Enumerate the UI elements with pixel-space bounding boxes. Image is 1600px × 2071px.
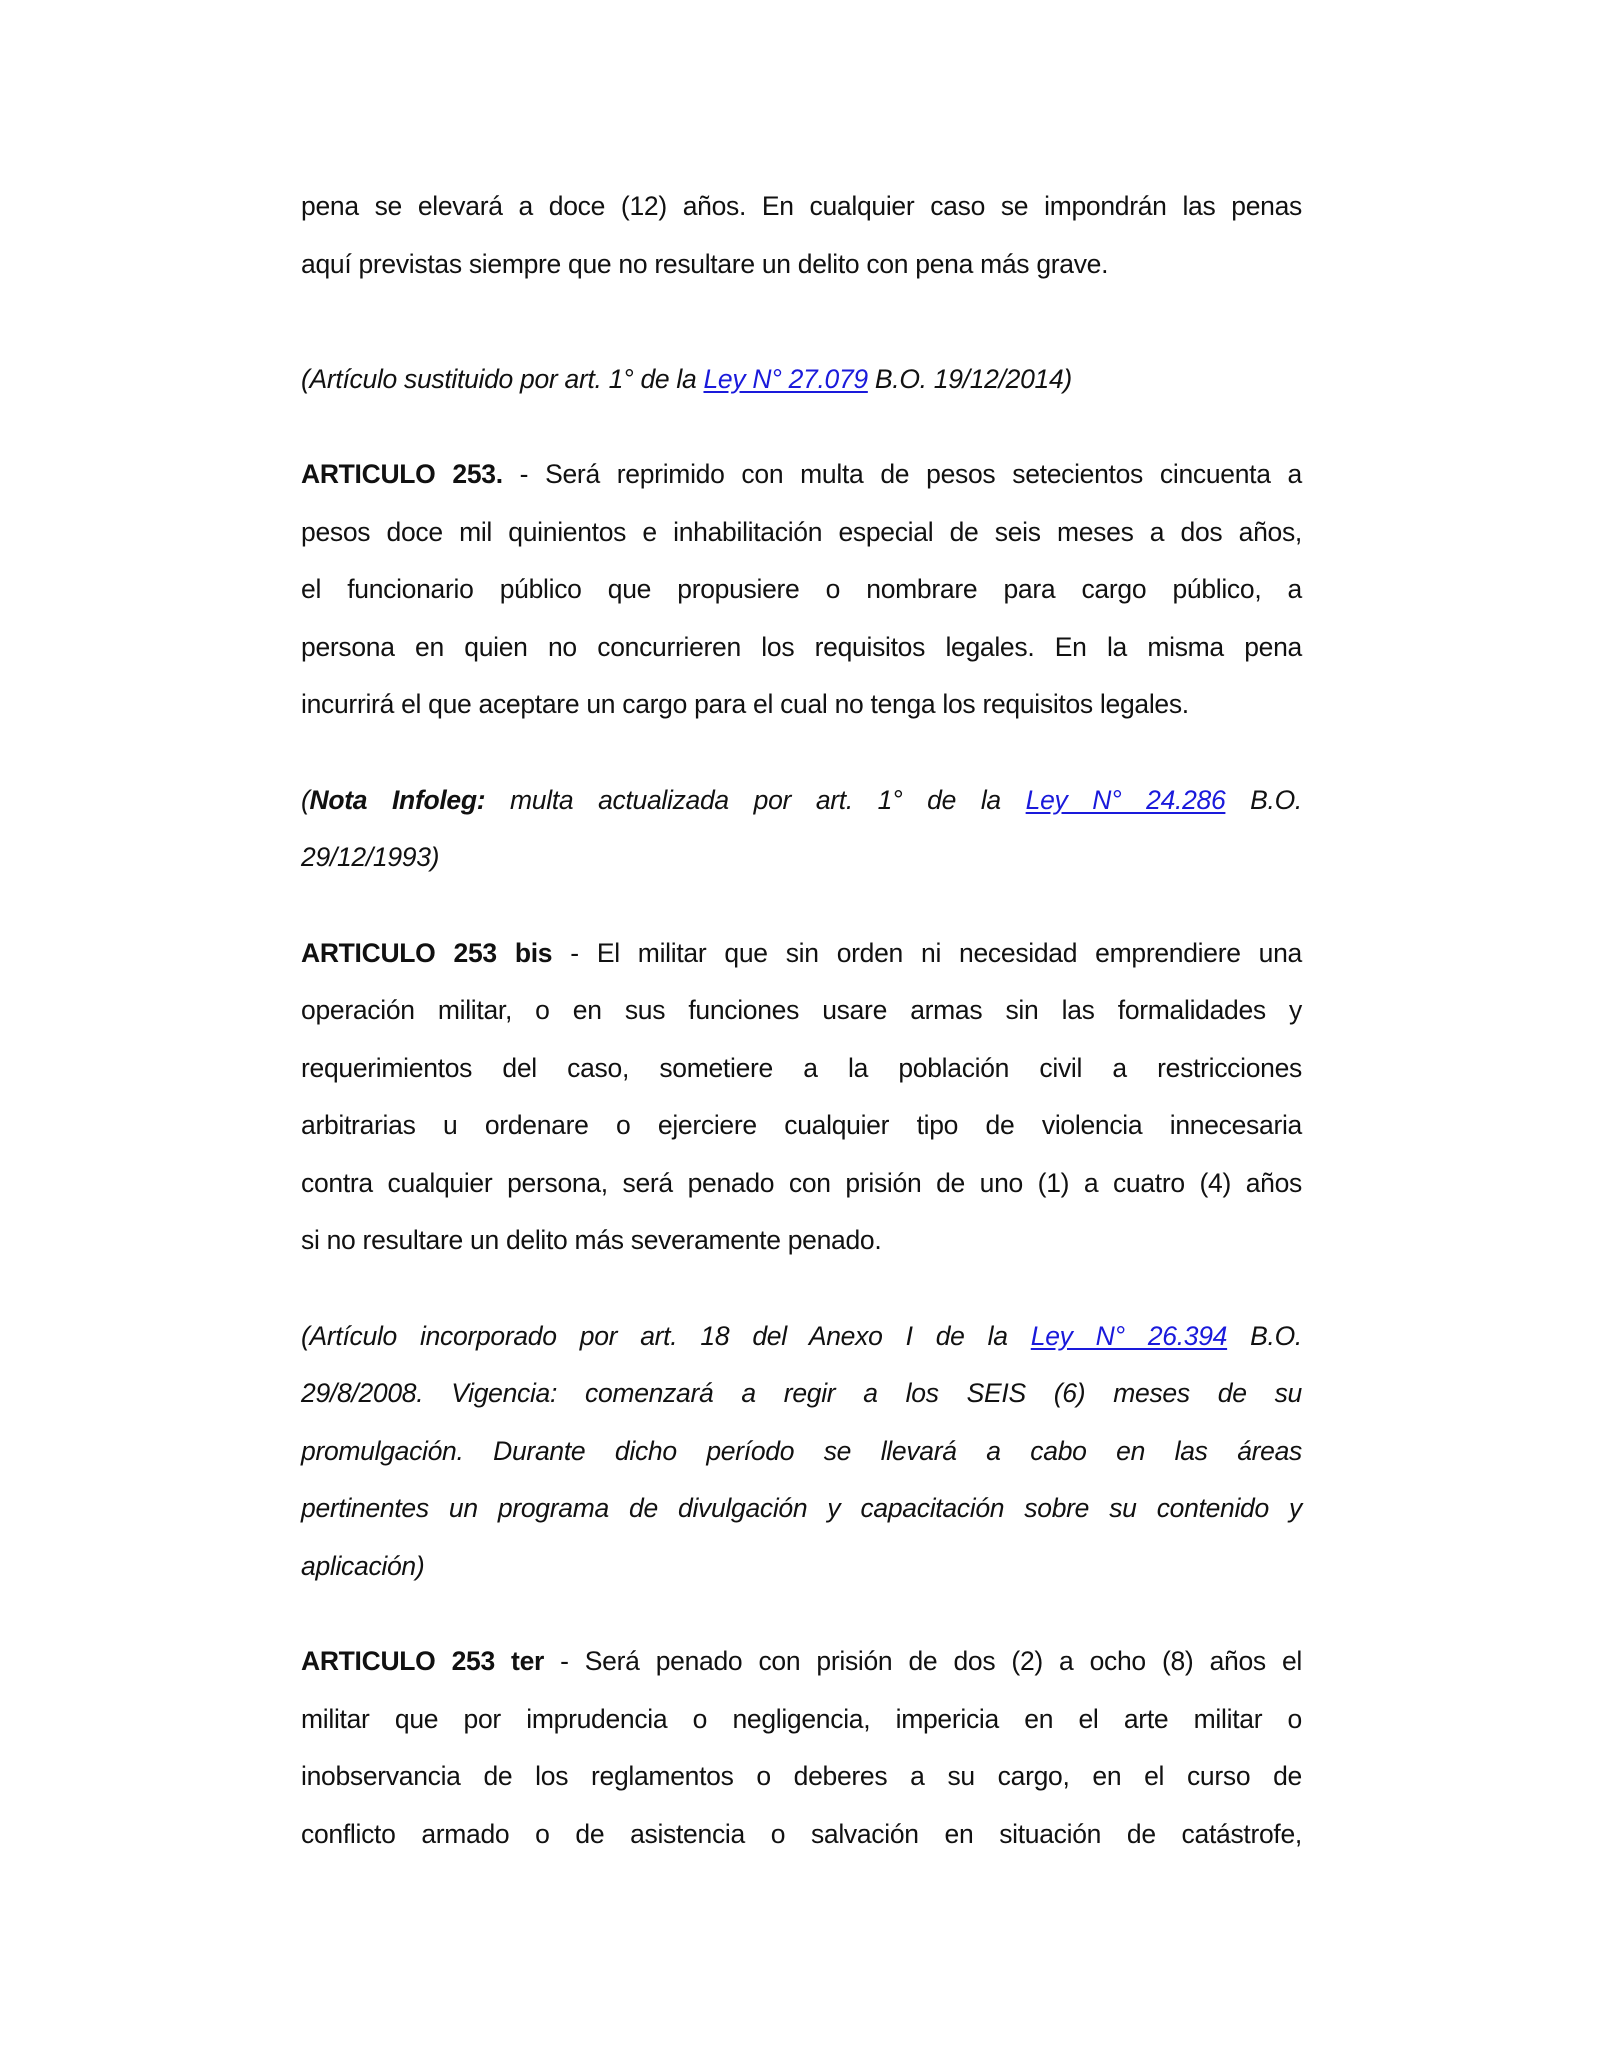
note-label: Nota Infoleg:: [309, 784, 486, 815]
text-line: operación militar, o en sus funciones usare armas sin las formalidades y: [301, 995, 1302, 1025]
document-page: [301, 178, 1302, 1863]
text-line: pertinentes un programa de divulgación y capacitación sobre su contenido y: [301, 1493, 1302, 1523]
text-line: el funcionario público que propusiere o nombrare para cargo público, a: [301, 574, 1302, 604]
paragraph-continuation: [301, 178, 1302, 293]
text-line: si no resultare un delito más severamente penado.: [301, 1225, 882, 1255]
text-line: requerimientos del caso, sometiere a la población civil a restricciones: [301, 1052, 1302, 1083]
note-articulo-sustituido: [301, 351, 1302, 409]
text-line: inobservancia de los reglamentos o deberes a su cargo, en el curso de: [301, 1761, 1302, 1791]
text-line: aquí previstas siempre que no resultare un delito con pena más grave.: [301, 248, 1109, 279]
text-line: [301, 1308, 1302, 1366]
note-text: multa actualizada por art. 1° de la: [485, 784, 1026, 815]
note-text: B.O.: [1225, 784, 1302, 815]
law-link-27079[interactable]: Ley N° 27.079: [703, 363, 868, 394]
article-text: - Será penado con prisión de dos (2) a ocho (8) años el: [544, 1646, 1302, 1676]
article-heading: ARTICULO 253 ter: [301, 1646, 545, 1676]
text-line: [301, 925, 1302, 983]
note-text: B.O.: [1227, 1320, 1302, 1351]
article-heading: ARTICULO 253 bis: [301, 937, 553, 968]
article-text: - El militar que sin orden ni necesidad emprendiere una: [552, 937, 1302, 968]
text-line: contra cualquier persona, será penado con prisión de uno (1) a cuatro (4) años: [301, 1167, 1302, 1198]
text-line: promulgación. Durante dicho período se llevará a cabo en las áreas: [301, 1435, 1302, 1466]
note-text: (Artículo incorporado por art. 18 del Anexo I de la: [301, 1320, 1031, 1351]
text-line: 29/8/2008. Vigencia: comenzará a regir a los SEIS (6) meses de su: [301, 1378, 1302, 1408]
note-text: (Artículo sustituido por art. 1° de la: [301, 363, 704, 394]
article-text: - Será reprimido con multa de pesos setecientos cincuenta a: [502, 459, 1302, 489]
text-line: arbitrarias u ordenare o ejerciere cualquier tipo de violencia innecesaria: [301, 1110, 1302, 1140]
note-articulo-incorporado: [301, 1308, 1302, 1596]
note-text: (: [301, 784, 310, 815]
law-link-26394[interactable]: Ley N° 26.394: [1030, 1320, 1228, 1351]
text-line: [301, 446, 1302, 504]
note-infoleg: [301, 772, 1302, 887]
text-line: pena se elevará a doce (12) años. En cualquier caso se impondrán las penas: [301, 191, 1302, 221]
text-line: [301, 351, 1302, 409]
text-line: conflicto armado o de asistencia o salvación en situación de catástrofe,: [301, 1818, 1302, 1849]
note-text: B.O. 19/12/2014): [867, 363, 1072, 394]
text-line: militar que por imprudencia o negligencia, impericia en el arte militar o: [301, 1703, 1302, 1734]
text-line: pesos doce mil quinientos e inhabilitación especial de seis meses a dos años,: [301, 516, 1302, 547]
article-253-bis: [301, 925, 1302, 1270]
text-line: persona en quien no concurrieren los requisitos legales. En la misma pena: [301, 631, 1302, 662]
text-line: [301, 1633, 1302, 1691]
text-line: 29/12/1993): [301, 842, 440, 872]
text-line: incurrirá el que aceptare un cargo para el cual no tenga los requisitos legales.: [301, 689, 1189, 719]
text-line: [301, 772, 1302, 830]
law-link-24286[interactable]: Ley N° 24.286: [1025, 784, 1226, 815]
article-heading: ARTICULO 253.: [301, 459, 503, 489]
article-253: [301, 446, 1302, 734]
article-253-ter: [301, 1633, 1302, 1863]
text-line: aplicación): [301, 1550, 425, 1581]
